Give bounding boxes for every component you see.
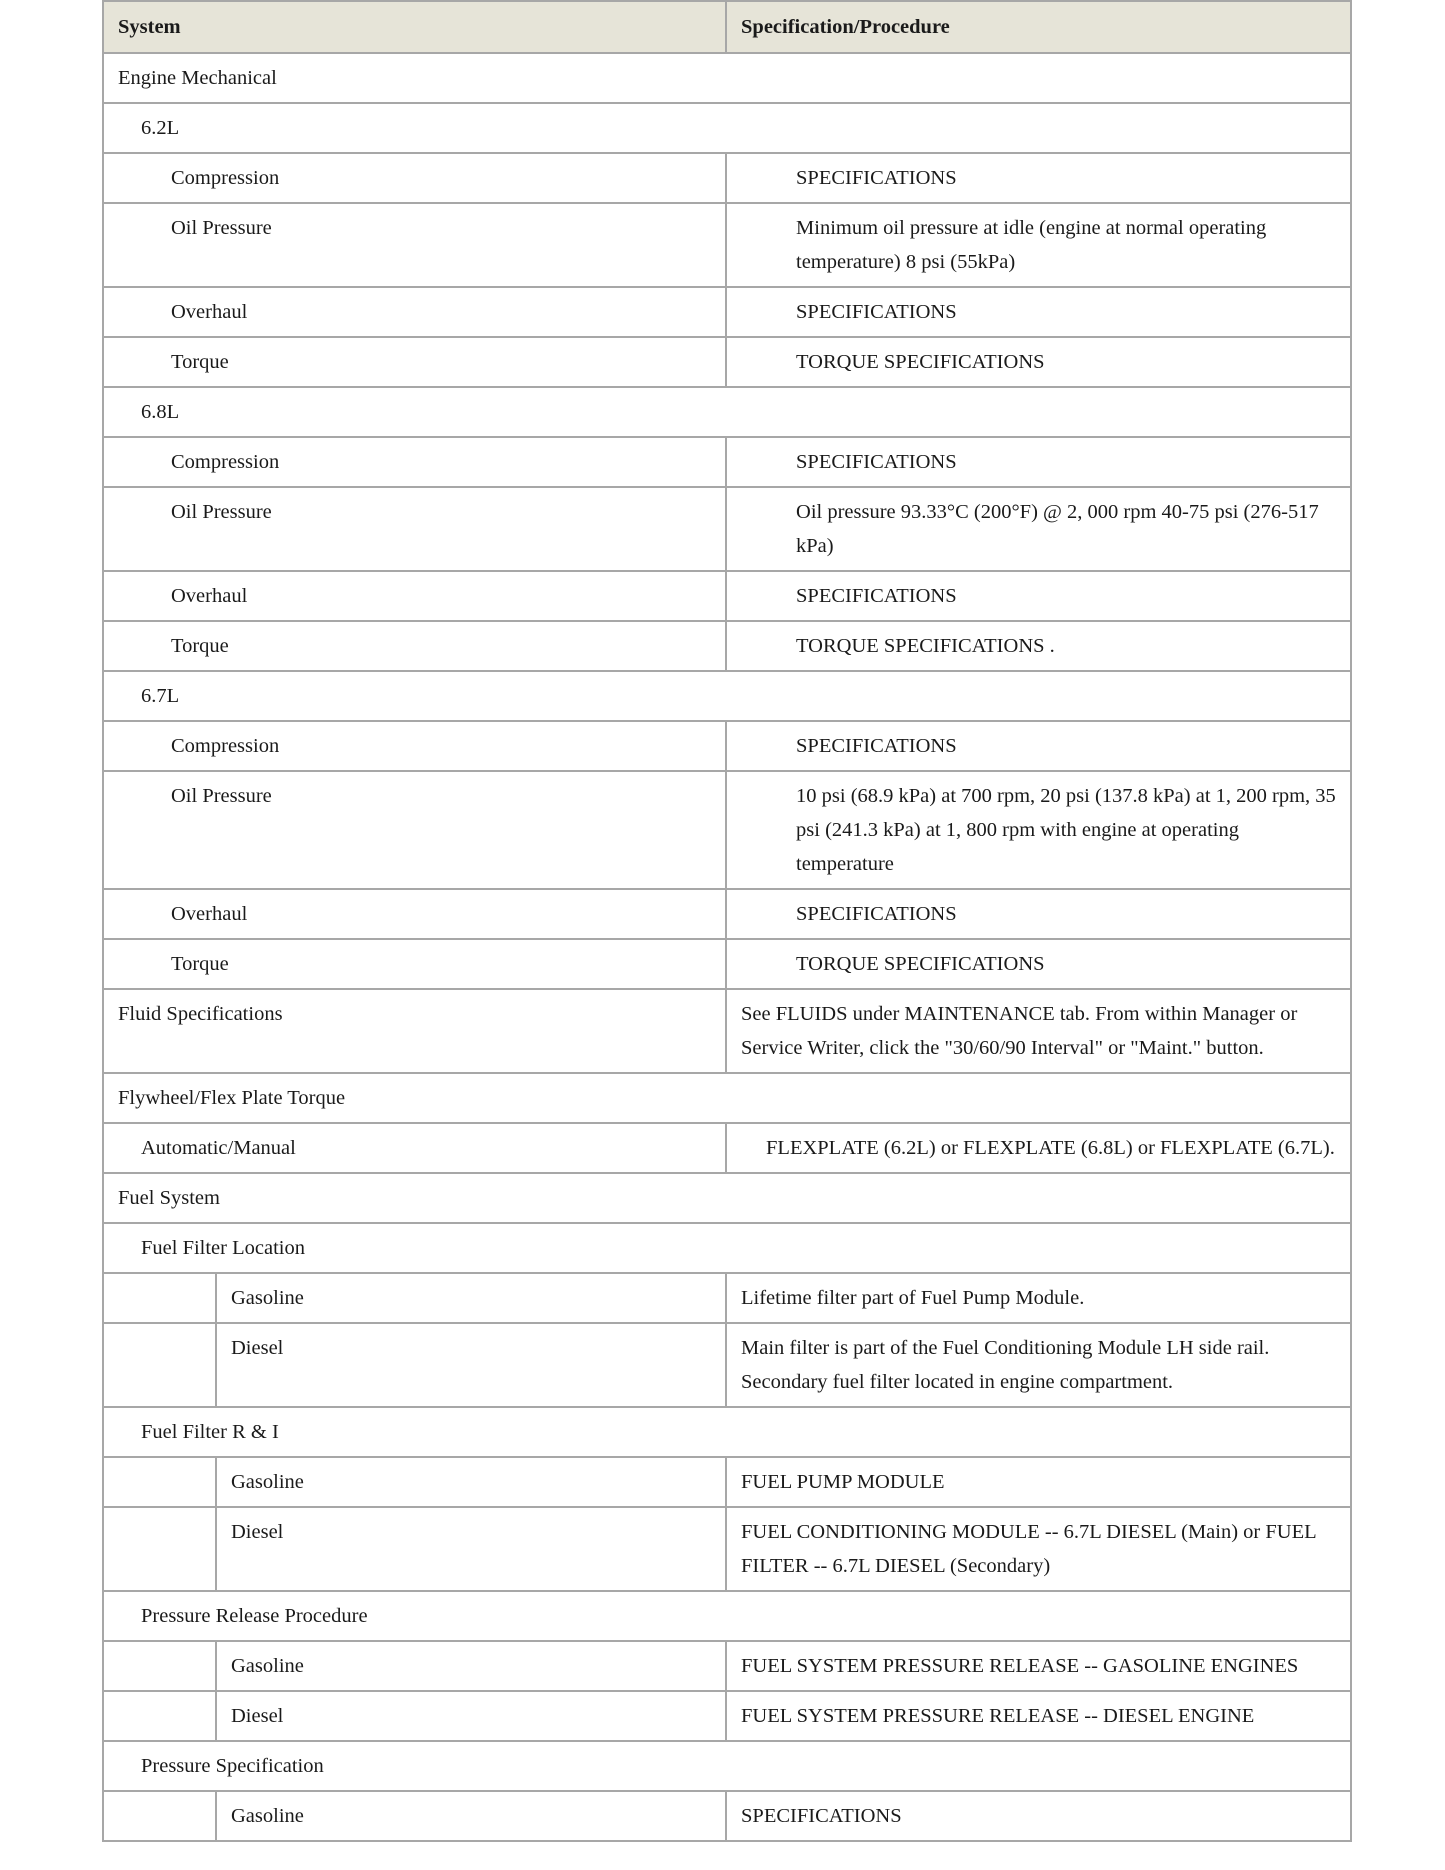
section-engine-mechanical: Engine Mechanical [103,53,1351,103]
table-header-row [103,1,1351,53]
table-row [103,1223,1351,1273]
row-value: SPECIFICATIONS [726,287,1351,337]
table-row [103,1591,1351,1641]
row-label: Overhaul [103,571,726,621]
table-row [103,1073,1351,1123]
row-label: Diesel [216,1507,726,1591]
table-row [103,1741,1351,1791]
empty-cell [103,1691,216,1741]
table-row [103,939,1351,989]
group-pressure-specification: Pressure Specification [103,1741,1351,1791]
row-value: FUEL CONDITIONING MODULE -- 6.7L DIESEL (Main) or FUEL FILTER -- 6.7L DIESEL (Secondary) [726,1507,1351,1591]
table-row [103,1123,1351,1173]
table-row [103,1457,1351,1507]
table-row [103,1323,1351,1407]
row-label: Overhaul [103,287,726,337]
table-row [103,1273,1351,1323]
row-value: FLEXPLATE (6.2L) or FLEXPLATE (6.8L) or FLEXPLATE (6.7L). [726,1123,1351,1173]
row-value: SPECIFICATIONS [726,437,1351,487]
row-value: FUEL PUMP MODULE [726,1457,1351,1507]
empty-cell [103,1323,216,1407]
row-value: Main filter is part of the Fuel Conditioning Module LH side rail. Secondary fuel filter located in engine compartment. [726,1323,1351,1407]
group-fuel-filter-ri: Fuel Filter R & I [103,1407,1351,1457]
row-value: FUEL SYSTEM PRESSURE RELEASE -- DIESEL ENGINE [726,1691,1351,1741]
empty-cell [103,1641,216,1691]
row-value: SPECIFICATIONS [726,721,1351,771]
row-value: TORQUE SPECIFICATIONS . [726,621,1351,671]
group-6-8l: 6.8L [103,387,1351,437]
table-row [103,621,1351,671]
row-label: Gasoline [216,1273,726,1323]
row-label: Gasoline [216,1791,726,1841]
empty-cell [103,1791,216,1841]
group-fuel-filter-location: Fuel Filter Location [103,1223,1351,1273]
table-row [103,989,1351,1073]
table-row [103,671,1351,721]
row-value: TORQUE SPECIFICATIONS [726,337,1351,387]
table-row [103,487,1351,571]
row-value: 10 psi (68.9 kPa) at 700 rpm, 20 psi (137.8 kPa) at 1, 200 rpm, 35 psi (241.3 kPa) at 1, 800 rpm with engine at operating temperature [726,771,1351,889]
table-row [103,437,1351,487]
table-row [103,571,1351,621]
row-label: Torque [103,337,726,387]
header-spec: Specification/Procedure [726,1,1351,53]
row-value: FUEL SYSTEM PRESSURE RELEASE -- GASOLINE ENGINES [726,1641,1351,1691]
row-value: SPECIFICATIONS [726,1791,1351,1841]
table-row [103,771,1351,889]
specification-table [102,0,1352,1842]
empty-cell [103,1507,216,1591]
table-row [103,721,1351,771]
row-value: TORQUE SPECIFICATIONS [726,939,1351,989]
group-6-2l: 6.2L [103,103,1351,153]
table-row [103,153,1351,203]
row-value: SPECIFICATIONS [726,153,1351,203]
group-6-7l: 6.7L [103,671,1351,721]
table-row [103,287,1351,337]
row-label: Torque [103,939,726,989]
table-row [103,1173,1351,1223]
header-system: System [103,1,726,53]
row-label: Compression [103,153,726,203]
row-label: Diesel [216,1691,726,1741]
section-fuel-system: Fuel System [103,1173,1351,1223]
row-label: Fluid Specifications [103,989,726,1073]
row-value: SPECIFICATIONS [726,571,1351,621]
section-flywheel: Flywheel/Flex Plate Torque [103,1073,1351,1123]
row-label: Gasoline [216,1641,726,1691]
row-value: See FLUIDS under MAINTENANCE tab. From within Manager or Service Writer, click the "30/60/90 Interval" or "Maint." button. [726,989,1351,1073]
row-value: SPECIFICATIONS [726,889,1351,939]
table-row [103,337,1351,387]
row-label: Compression [103,721,726,771]
row-value: Oil pressure 93.33°C (200°F) @ 2, 000 rpm 40-75 psi (276-517 kPa) [726,487,1351,571]
table-row [103,1507,1351,1591]
row-label: Oil Pressure [103,771,726,889]
table-row [103,1407,1351,1457]
table-row [103,1641,1351,1691]
empty-cell [103,1273,216,1323]
table-row [103,1791,1351,1841]
table-row [103,203,1351,287]
row-value: Minimum oil pressure at idle (engine at normal operating temperature) 8 psi (55kPa) [726,203,1351,287]
row-label: Gasoline [216,1457,726,1507]
table-row [103,53,1351,103]
table-row [103,103,1351,153]
row-value: Lifetime filter part of Fuel Pump Module. [726,1273,1351,1323]
row-label: Automatic/Manual [103,1123,726,1173]
row-label: Overhaul [103,889,726,939]
row-label: Compression [103,437,726,487]
table-row [103,387,1351,437]
table-row [103,889,1351,939]
row-label: Oil Pressure [103,487,726,571]
table-row [103,1691,1351,1741]
row-label: Diesel [216,1323,726,1407]
empty-cell [103,1457,216,1507]
group-pressure-release: Pressure Release Procedure [103,1591,1351,1641]
row-label: Oil Pressure [103,203,726,287]
row-label: Torque [103,621,726,671]
